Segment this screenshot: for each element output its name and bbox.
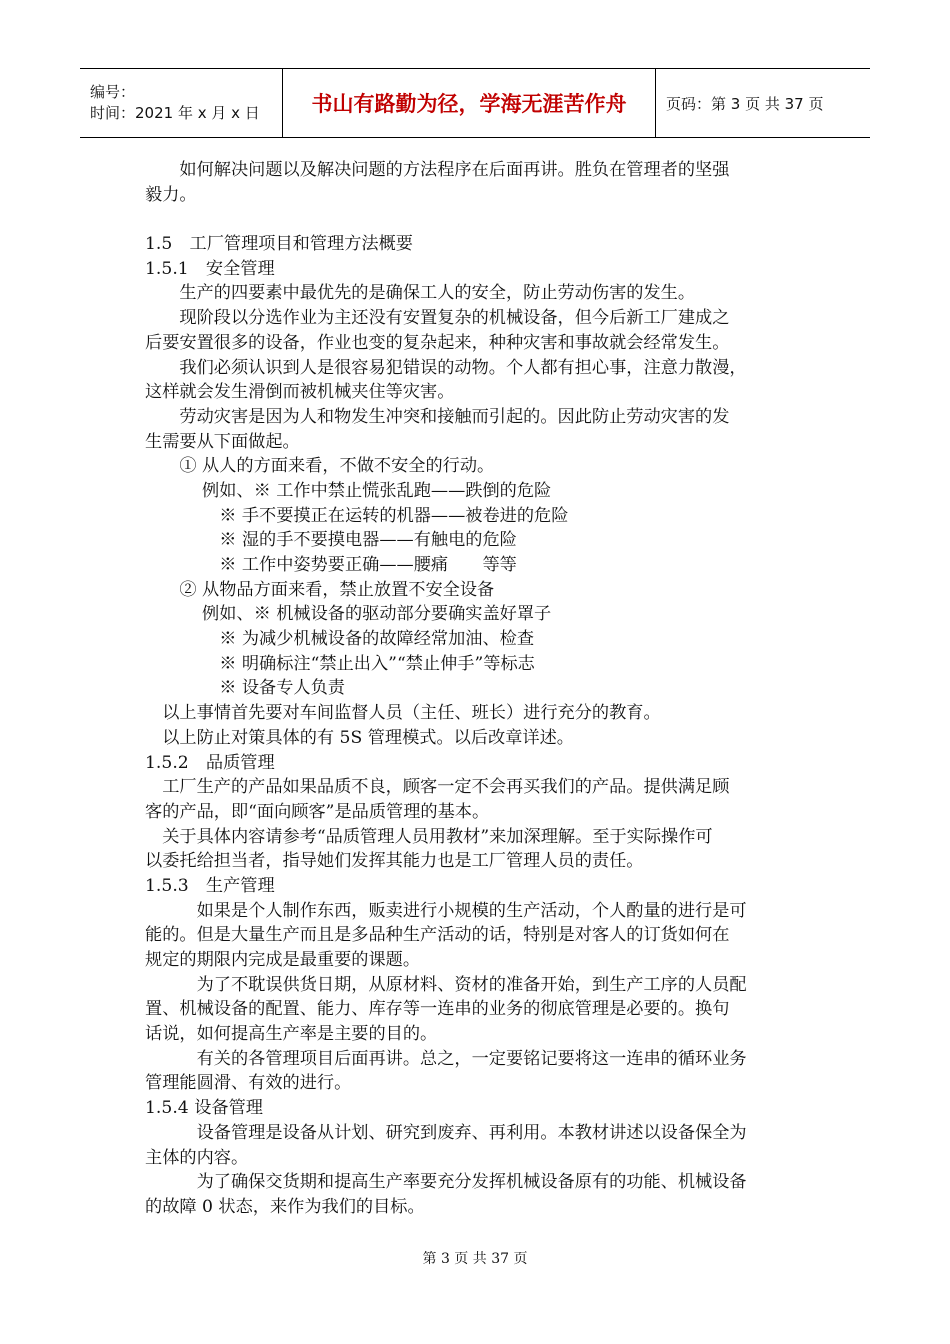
text-line: 1.5.4 设备管理 bbox=[145, 1098, 263, 1119]
page-header bbox=[80, 68, 870, 138]
text-line: ① 从人的方面来看，不做不安全的行动。 bbox=[145, 456, 495, 477]
header-motto bbox=[283, 69, 656, 137]
date-line: 时间：2021 年 x 月 x 日 bbox=[90, 104, 260, 122]
text-line: 工厂生产的产品如果品质不良，顾客一定不会再买我们的产品。提供满足顾 bbox=[145, 777, 730, 798]
header-page-info bbox=[656, 69, 870, 137]
document-body bbox=[145, 158, 805, 1220]
text-line: 生需要从下面做起。 bbox=[145, 431, 300, 452]
text-line: 1.5.2 品质管理 bbox=[145, 752, 275, 773]
text-line: ※ 设备专人负责 bbox=[145, 678, 345, 699]
text-line: 的故障 0 状态，来作为我们的目标。 bbox=[145, 1196, 425, 1217]
text-line: 置、机械设备的配置、能力、库存等一连串的业务的彻底管理是必要的。换句 bbox=[145, 999, 730, 1020]
text-line: 能的。但是大量生产而且是多品种生产活动的话，特别是对客人的订货如何在 bbox=[145, 925, 730, 946]
text-line: 以上防止对策具体的有 5S 管理模式。以后改章详述。 bbox=[145, 727, 574, 748]
text-line: 这样就会发生滑倒而被机械夹住等灾害。 bbox=[145, 382, 455, 403]
text-line: ② 从物品方面来看，禁止放置不安全设备 bbox=[145, 579, 495, 600]
page-footer: 第 3 页 共 37 页 bbox=[422, 1251, 528, 1267]
text-line: 为了确保交货期和提高生产率要充分发挥机械设备原有的功能、机械设备 bbox=[145, 1172, 747, 1193]
text-line: ※ 湿的手不要摸电器——有触电的危险 bbox=[145, 530, 517, 551]
text-line: 现阶段以分选作业为主还没有安置复杂的机械设备，但今后新工厂建成之 bbox=[145, 308, 730, 329]
text-line: ※ 手不要摸正在运转的机器——被卷进的危险 bbox=[145, 505, 569, 526]
text-line: 设备管理是设备从计划、研究到废弃、再利用。本教材讲述以设备保全为 bbox=[145, 1122, 747, 1143]
text-line: 有关的各管理项目后面再讲。总之，一定要铭记要将这一连串的循环业务 bbox=[145, 1048, 747, 1069]
text-line: 主体的内容。 bbox=[145, 1147, 249, 1168]
text-line: 规定的期限内完成是最重要的课题。 bbox=[145, 950, 421, 970]
text-line: 为了不耽误供货日期，从原材料、资材的准备开始，到生产工序的人员配 bbox=[145, 974, 747, 995]
motto-text: 书山有路勤为径，学海无涯苦作舟 bbox=[311, 92, 627, 116]
text-line: 生产的四要素中最优先的是确保工人的安全，防止劳动伤害的发生。 bbox=[145, 283, 696, 304]
text-line: 以委托给担当者，指导她们发挥其能力也是工厂管理人员的责任。 bbox=[145, 851, 644, 872]
text-line: 我们必须认识到人是很容易犯错误的动物。个人都有担心事，注意力散漫， bbox=[145, 357, 747, 378]
text-line: 以上事情首先要对车间监督人员（主任、班长）进行充分的教育。 bbox=[145, 703, 661, 724]
blank-line bbox=[145, 207, 805, 232]
text-line: 1.5.1 安全管理 bbox=[145, 258, 275, 279]
text-line: 关于具体内容请参考“品质管理人员用教材”来加深理解。至于实际操作可 bbox=[145, 826, 713, 847]
text-line: 劳动灾害是因为人和物发生冲突和接触而引起的。因此防止劳动灾害的发 bbox=[145, 406, 730, 427]
text-line: 例如、※ 工作中禁止慌张乱跑——跌倒的危险 bbox=[145, 480, 552, 501]
text-line: 话说，如何提高生产率是主要的目的。 bbox=[145, 1024, 438, 1045]
text-line: 如何解决问题以及解决问题的方法程序在后面再讲。胜负在管理者的坚强 bbox=[145, 160, 730, 180]
text-line: 1.5.3 生产管理 bbox=[145, 875, 275, 896]
text-line: ※ 工作中姿势要正确——腰痛 等等 bbox=[145, 555, 517, 575]
text-line: 1.5 工厂管理项目和管理方法概要 bbox=[145, 234, 413, 255]
text-line: ※ 为减少机械设备的故障经常加油、检查 bbox=[145, 629, 535, 650]
text-line: 后要安置很多的设备，作业也变的复杂起来，种种灾害和事故就会经常发生。 bbox=[145, 332, 730, 353]
header-meta bbox=[80, 69, 283, 137]
page-info-text: 页码：第 3 页 共 37 页 bbox=[666, 94, 824, 113]
text-line: 客的产品，即“面向顾客”是品质管理的基本。 bbox=[145, 801, 490, 822]
text-line: 管理能圆滑、有效的进行。 bbox=[145, 1073, 352, 1094]
text-line: ※ 明确标注“禁止出入”“禁止伸手”等标志 bbox=[145, 653, 535, 674]
text-line: 如果是个人制作东西，贩卖进行小规模的生产活动，个人酌量的进行是可 bbox=[145, 900, 747, 921]
text-line: 例如、※ 机械设备的驱动部分要确实盖好罩子 bbox=[145, 604, 552, 625]
serial-label: 编号： bbox=[90, 83, 136, 101]
text-line: 毅力。 bbox=[145, 184, 197, 205]
